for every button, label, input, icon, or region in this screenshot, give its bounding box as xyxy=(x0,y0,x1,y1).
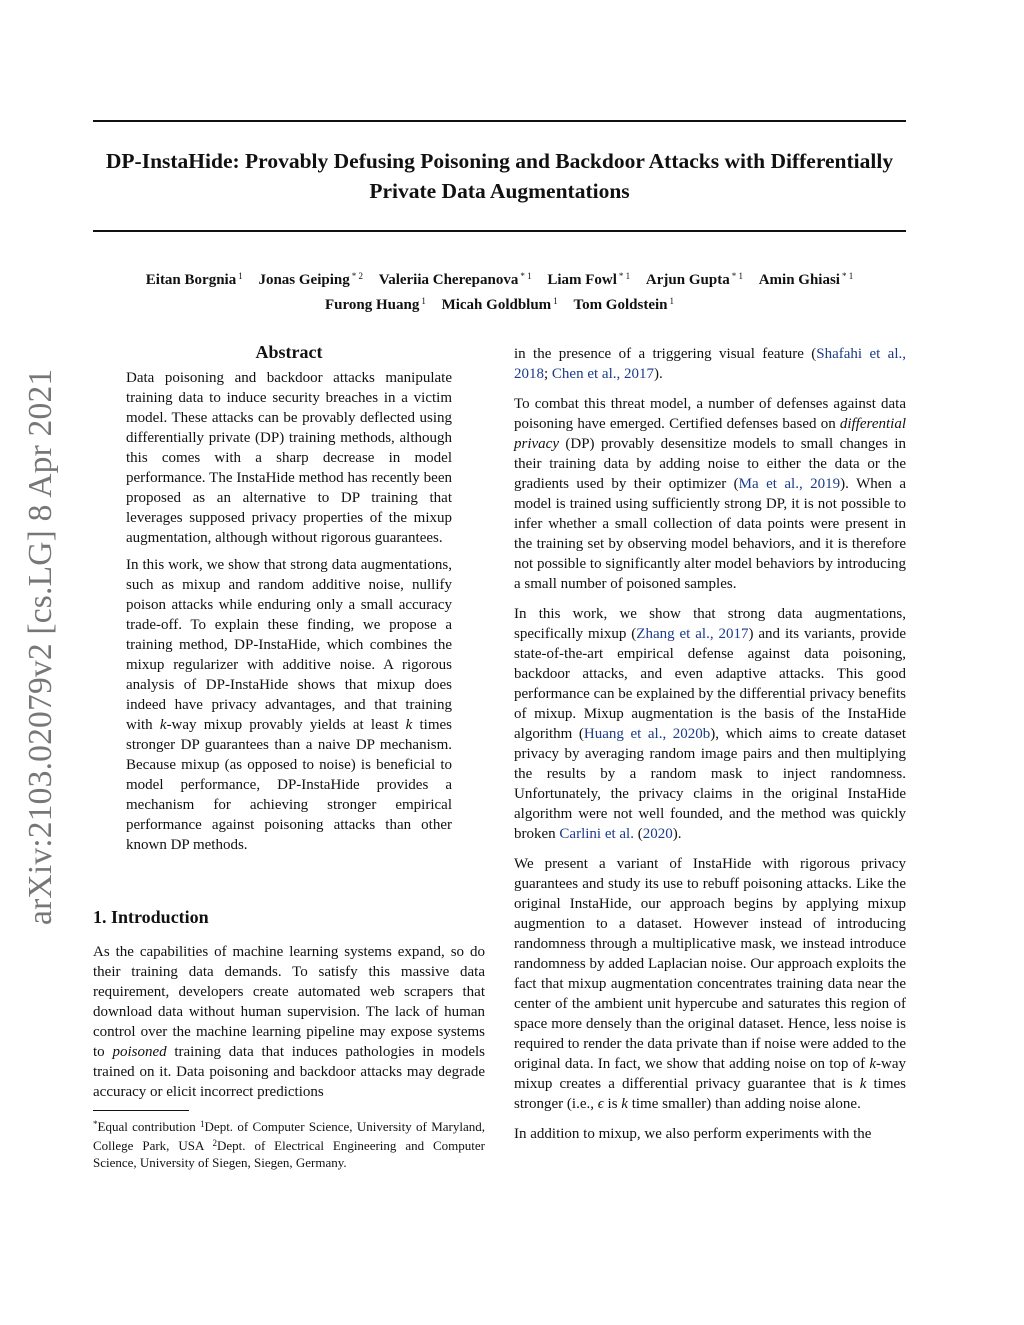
author xyxy=(379,272,532,288)
arxiv-identifier: arXiv:2103.02079v2 [cs.LG] 8 Apr 2021 xyxy=(22,368,59,925)
citation-link[interactable]: Shafahi et al., 2018 xyxy=(514,346,906,382)
author-affiliation: * 1 xyxy=(618,271,631,281)
author-name: Tom Goldstein xyxy=(573,297,668,313)
math-k: k xyxy=(869,1056,876,1072)
author-list xyxy=(93,266,906,316)
abstract-heading: Abstract xyxy=(255,342,323,362)
body-paragraph: To combat this threat model, a number of defenses against data poisoning have emerged. Certified defenses based on differential privacy (DP) provably desensitize models to small changes in their training data by adding noise to either the data or the gradients used by their optimizer (Ma et al., 2019). When a model is trained using sufficiently strong DP, it is not possible to infer whether a small collection of data points were present in the training set by observing model behaviors, and it is therefore not possible to significantly alter model behaviors by introducing a small number of poisoned samples. xyxy=(514,396,906,592)
author-affiliation: 1 xyxy=(421,296,426,306)
author-name: Micah Goldblum xyxy=(441,297,552,313)
author-name: Liam Fowl xyxy=(547,272,617,288)
author-name: Jonas Geiping xyxy=(258,272,350,288)
author-affiliation: * 2 xyxy=(351,271,363,281)
math-k: k xyxy=(859,1076,867,1092)
citation-link[interactable]: Carlini et al. xyxy=(559,826,634,842)
author xyxy=(442,297,558,313)
author xyxy=(573,297,674,313)
author-affiliation: 1 xyxy=(669,296,674,306)
title-rule-top xyxy=(93,120,906,122)
paper-title: DP-InstaHide: Provably Defusing Poisoning and Backdoor Attacks with Differentially Private Data Augmentations xyxy=(105,149,894,203)
author-name: Eitan Borgnia xyxy=(145,272,237,288)
author-affiliation: * 1 xyxy=(731,271,743,281)
math-epsilon: ϵ xyxy=(597,1096,604,1112)
author-affiliation: 1 xyxy=(238,271,243,281)
section-heading-introduction: 1. Introduction xyxy=(93,907,209,927)
author xyxy=(146,272,243,288)
author-name: Furong Huang xyxy=(324,297,420,313)
author-name: Valeriia Cherepanova xyxy=(378,272,519,288)
body-paragraph: In addition to mixup, we also perform experiments with the xyxy=(514,1126,872,1142)
abstract-body xyxy=(126,368,452,862)
author xyxy=(325,297,426,313)
body-paragraph: In this work, we show that strong data augmentations, specifically mixup (Zhang et al., 2017) and its variants, provide state-of-the-art empirical defense against data poisoning, backdoor attacks, and even adaptive attacks. This good performance can be explained by the differential privacy benefits of mixup. Mixup augmentation is the basis of the InstaHide algorithm (Huang et al., 2020b), which aims to create dataset privacy by averaging random image pairs and then multiplying the results by a random mask to inject randomness. Unfortunately, the privacy claims in the original InstaHide algorithm were not well founded, and the method was quickly broken Carlini et al. (2020). xyxy=(514,606,907,842)
citation-link[interactable]: Chen et al., 2017 xyxy=(551,366,654,382)
author-name: Arjun Gupta xyxy=(645,272,730,288)
author-affiliation: * 1 xyxy=(841,271,854,281)
body-paragraph: We present a variant of InstaHide with rigorous privacy guarantees and study its use to rebuff poisoning attacks. Like the original InstaHide, our approach begins by applying mixup augmention to a dataset. However instead of introducing randomness through a multiplicative mask, we instead introduce randomness by added Laplacian noise. Our approach exploits the fact that mixup augmentation concentrates training data near the center of the ambient unit hypercube and saturates this region of space more densely than the original dataset. Hence, less noise is required to render the data private than if noise were added to the original data. In fact, we show that adding noise on top of k-way mixup creates a differential privacy guarantee that is k times stronger (i.e., ϵ is k time smaller) than adding noise alone. xyxy=(514,856,907,1112)
math-k: k xyxy=(159,717,167,733)
author xyxy=(759,272,854,288)
math-k: k xyxy=(621,1096,628,1112)
citation-link[interactable]: Huang et al., 2020b xyxy=(583,726,711,742)
introduction-body xyxy=(93,942,485,1102)
title-rule-bottom xyxy=(93,230,906,232)
author-name: Amin Ghiasi xyxy=(758,272,840,288)
author-affiliation: * 1 xyxy=(520,271,532,281)
right-column-body xyxy=(514,344,906,1154)
author xyxy=(646,272,743,288)
citation-link[interactable]: Zhang et al., 2017 xyxy=(636,626,749,642)
footnote-rule xyxy=(93,1110,189,1111)
abstract-paragraph: Data poisoning and backdoor attacks manipulate training data to induce security breaches in a victim model. These attacks can be provably deflected using differentially private (DP) training methods, although this comes with a sharp decrease in model performance. The InstaHide method has recently been proposed as an alternative to DP training that leverages supposed privacy properties of the mixup augmentation, although without rigorous guarantees. xyxy=(126,370,452,546)
author-affiliation: 1 xyxy=(553,296,558,306)
abstract-paragraph: In this work, we show that strong data augmentations, such as mixup and random additive noise, nullify poison attacks while enduring only a small accuracy trade-off. To explain these finding, we propose a training method, DP-InstaHide, which combines the mixup regularizer with additive noise. A rigorous analysis of DP-InstaHide shows that mixup does indeed have privacy advantages, and that training with k-way mixup provably yields at least k times stronger DP guarantees than a naive DP mechanism. Because mixup (as opposed to noise) is beneficial to model performance, DP-InstaHide provides a mechanism for achieving stronger empirical performance against poisoning attacks than other known DP methods. xyxy=(126,557,453,853)
math-k: k xyxy=(405,717,413,733)
intro-paragraph: As the capabilities of machine learning systems expand, so do their training data demands. To satisfy this massive data requirement, developers create automated web scrapers that download data without human supervision. The lack of human control over the machine learning pipeline may expose systems to poisoned training data that induces pathologies in models trained on it. Data poisoning and backdoor attacks may degrade accuracy or elicit incorrect predictions xyxy=(93,944,486,1100)
citation-link[interactable]: 2020 xyxy=(642,826,673,842)
footnote: *Equal contribution $^1$Dept. of Computer Science, University of Maryland, College Park, USA $^2$Dept. of Electrical Engineering and Computer Science, University of Siegen, Siegen, Germany. xyxy=(93,1119,486,1170)
citation-link[interactable]: Ma et al., 2019 xyxy=(738,476,841,492)
author xyxy=(547,272,630,288)
body-paragraph: in the presence of a triggering visual feature (Shafahi et al., 2018; Chen et al., 2017). xyxy=(514,346,906,382)
author xyxy=(258,272,363,288)
